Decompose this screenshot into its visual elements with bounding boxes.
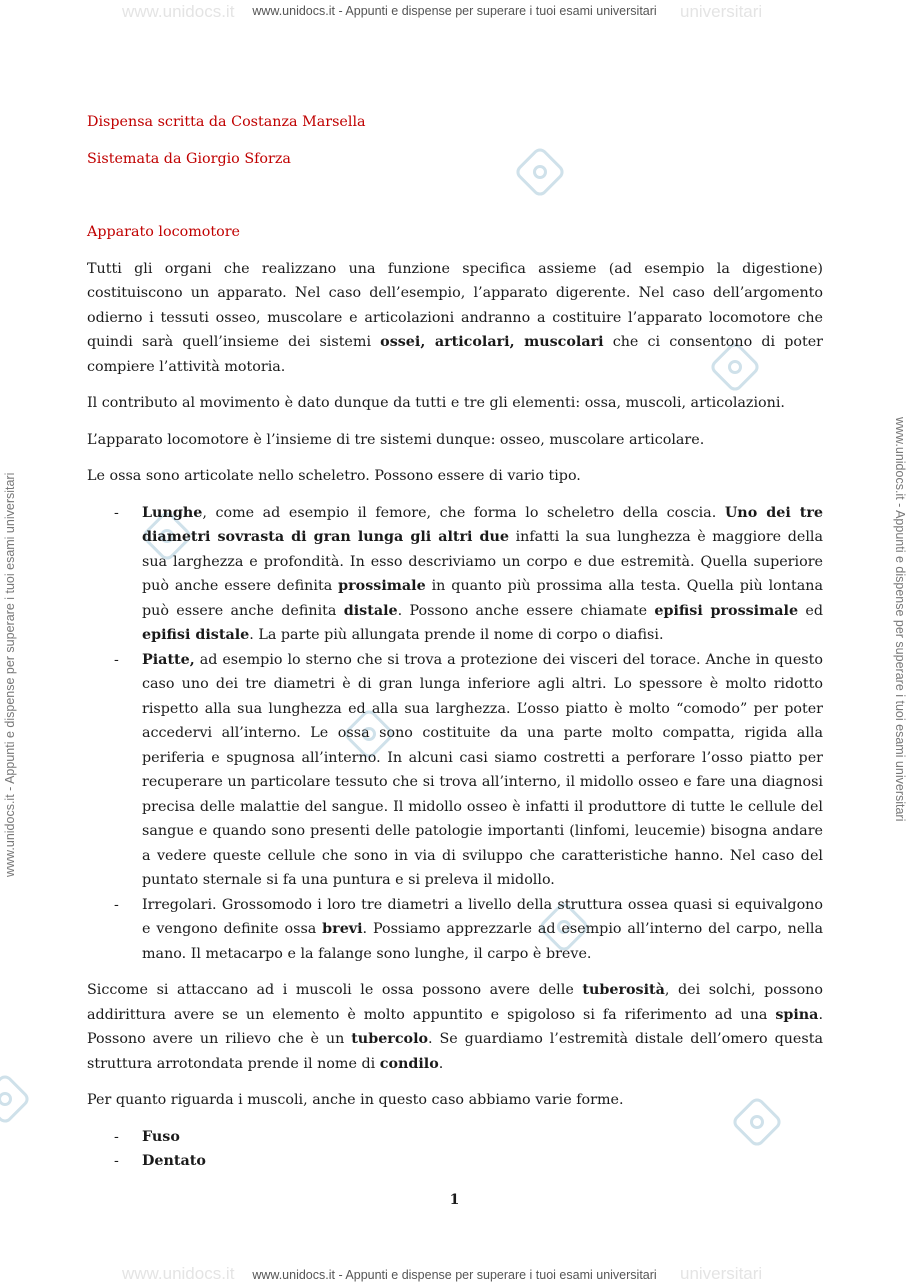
watermark-ghost-top-left: www.unidocs.it [122, 2, 235, 21]
list-item-lunghe: - Lunghe, come ad esempio il femore, che forma lo scheletro della coscia. Uno dei tre diametri sovrasta di gran lunga gli altri due infatti la sua lunghezza è maggiore della sua larghezza e profondità. In esso descriviamo un corpo e due estremità. Quella superiore può anche essere definita prossimale in quanto più prossima alla testa. Quella più lontana può essere anche definita distale. Possono anche essere chiamate epifisi prossimale ed epifisi distale. La parte più allungata prende il nome di corpo o diafisi. [87, 501, 823, 648]
paragraph-systems: L’apparato locomotore è l’insieme di tre sistemi dunque: osseo, muscolare articolare. [87, 431, 705, 448]
list-item-dentato: - Dentato [87, 1149, 823, 1174]
paragraph-muscles: Per quanto riguarda i muscoli, anche in questo caso abbiamo varie forme. [87, 1092, 624, 1108]
watermark-bottom-banner: www.unidocs.it - Appunti e dispense per superare i tuoi esami universitari [252, 1268, 657, 1282]
paragraph-bone-features: Siccome si attaccano ad i muscoli le ossa possono avere delle tuberosità, dei solchi, possono addirittura avere se un elemento è molto appuntito e spigoloso si fa riferimento ad una spina. Possono avere un rilievo che è un tubercolo. Se guardiamo l’estremità distale dell’omero questa struttura arrotondata prende il nome di condilo. [87, 982, 824, 1072]
watermark-left-side: www.unidocs.it - Appunti e dispense per superare i tuoi esami universitari [3, 472, 17, 877]
list-dash: - [114, 504, 119, 521]
paragraph-movement: Il contributo al movimento è dato dunque da tutti e tre gli elementi: ossa, muscoli, articolazioni. [87, 395, 785, 411]
list-dash: - [114, 1153, 119, 1169]
author-line: Dispensa scritta da Costanza Marsella [87, 114, 366, 130]
paragraph-intro: Tutti gli organi che realizzano una funzione specifica assieme (ad esempio la digestione) costituiscono un apparato. Nel caso dell’esempio, l’apparato digerente. Nel caso dell’argomento odierno i tessuti osseo, muscolare e articolazioni andranno a costituire l’apparato locomotore che quindi sarà quell’insieme dei sistemi ossei, articolari, muscolari che ci consentono di poter compiere l’attività motoria. [87, 260, 823, 375]
editor-line: Sistemata da Giorgio Sforza [87, 150, 291, 167]
list-item-fuso: - Fuso [87, 1125, 823, 1150]
page-number: 1 [449, 1192, 460, 1208]
list-item-irregolari: - Irregolari. Grossomodo i loro tre diametri a livello della struttura ossea quasi si equivalgono e vengono definite ossa brevi. Possiamo apprezzarle ad esempio all’interno del carpo, nella mano. Il metacarpo e la falange sono lunghe, il carpo è breve. [87, 893, 823, 967]
section-title: Apparato locomotore [87, 224, 241, 240]
watermark-right-side: www.unidocs.it - Appunti e dispense per superare i tuoi esami universitari [893, 417, 907, 822]
list-dash: - [114, 1128, 119, 1145]
bone-types-list [87, 501, 823, 967]
paragraph-bones: Le ossa sono articolate nello scheletro. Possono essere di vario tipo. [87, 468, 581, 484]
watermark-top-banner: www.unidocs.it - Appunti e dispense per superare i tuoi esami universitari [252, 4, 657, 18]
watermark-ghost-bottom-right: universitari [680, 1264, 763, 1283]
muscle-forms-list [87, 1125, 823, 1174]
watermark-logo-icon [0, 1072, 32, 1126]
list-item-piatte: - Piatte, ad esempio lo sterno che si trova a protezione dei visceri del torace. Anche in questo caso uno dei tre diametri è di gran lunga inferiore agli altri. Lo spessore è molto ridotto rispetto alla sua lunghezza ed alla sua larghezza. L’osso piatto è molto “comodo” per poter accedervi all’interno. Le ossa sono costituite da una parte molto compatta, rigida alla periferia e spugnosa all’interno. In alcuni casi siamo costretti a perforare l’osso piatto per recuperare un particolare tessuto che si trova all’interno, il midollo osseo e fare una diagnosi precisa delle malattie del sangue. Il midollo osseo è infatti il produttore di tutte le cellule del sangue e quando sono presenti delle patologie importanti (linfomi, leucemie) bisogna andare a vedere queste cellule che sono in via di sviluppo che caratteristiche hanno. Nel caso del puntato sternale si fa una puntura e si preleva il midollo. [87, 648, 823, 893]
list-dash: - [114, 651, 119, 668]
document-body [87, 110, 823, 1186]
list-dash: - [114, 896, 119, 913]
watermark-ghost-bottom-left: www.unidocs.it [122, 1264, 235, 1283]
watermark-ghost-top-right: universitari [680, 2, 763, 21]
